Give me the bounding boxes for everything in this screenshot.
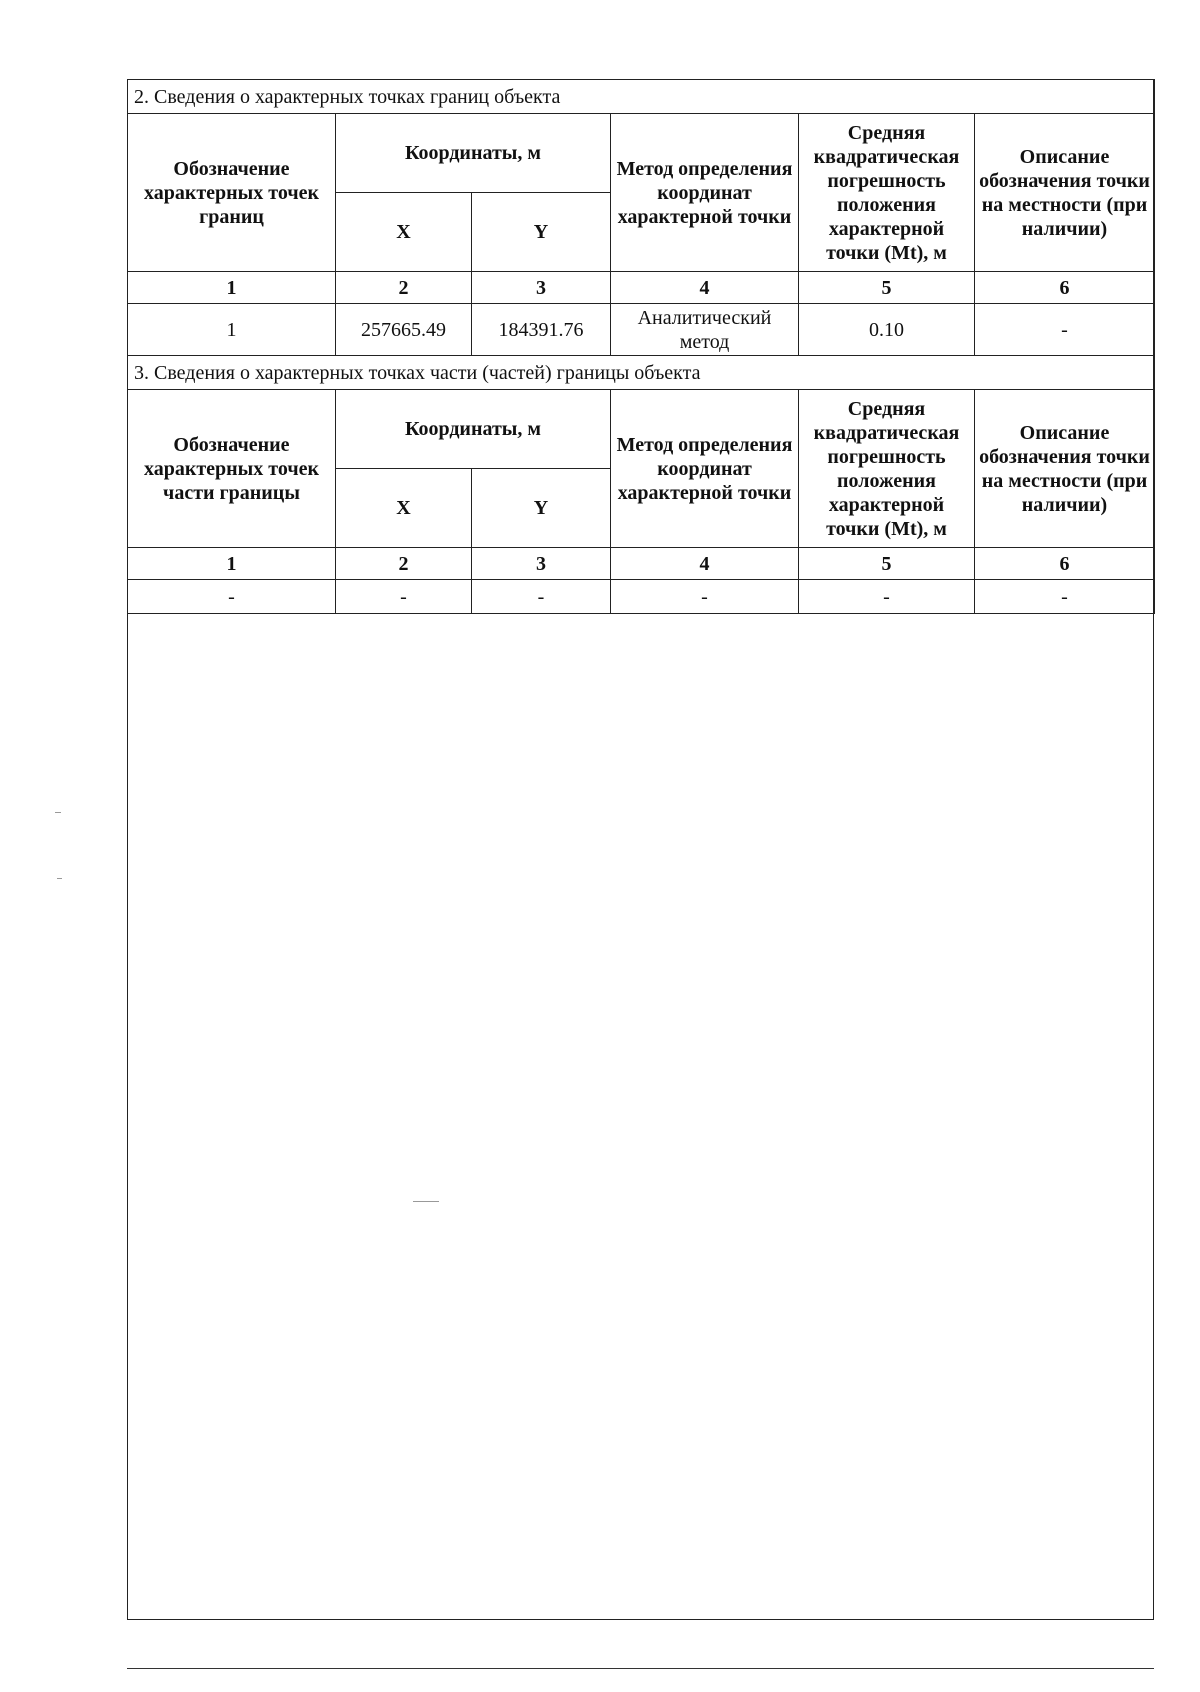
section3-cell-y: -: [472, 580, 611, 614]
section2-cell-description: -: [975, 304, 1155, 356]
section2-col-number: 1: [128, 272, 336, 304]
section2-header-description: Описание обозначения точки на местности (при наличии): [975, 114, 1155, 272]
table-row: [128, 580, 1155, 614]
section2-header-error: Средняя квадратическая погрешность положения характерной точки (Mt), м: [799, 114, 975, 272]
section3-col-number: 5: [799, 548, 975, 580]
section3-title-row: [128, 356, 1155, 390]
section3-title: 3. Сведения о характерных точках части (частей) границы объекта: [128, 356, 1155, 390]
section3-header-designation: Обозначение характерных точек части границы: [128, 390, 336, 548]
section2-cell-y: 184391.76: [472, 304, 611, 356]
section2-header-designation: Обозначение характерных точек границ: [128, 114, 336, 272]
section3-header-y: Y: [472, 469, 611, 548]
section2-col-number: 3: [472, 272, 611, 304]
section3-header-x: X: [336, 469, 472, 548]
section2-cell-method: Аналитический метод: [611, 304, 799, 356]
section2-header-row: [128, 114, 1155, 193]
section3-header-row: [128, 390, 1155, 469]
section3-cell-designation: -: [128, 580, 336, 614]
section2-cell-designation: 1: [128, 304, 336, 356]
section3-cell-x: -: [336, 580, 472, 614]
section3-number-row: [128, 548, 1155, 580]
section3-cell-method: -: [611, 580, 799, 614]
section3-col-number: 6: [975, 548, 1155, 580]
section2-title: 2. Сведения о характерных точках границ объекта: [128, 80, 1155, 114]
section2-header-method: Метод определения координат характерной точки: [611, 114, 799, 272]
section2-col-number: 6: [975, 272, 1155, 304]
section2-header-y: Y: [472, 193, 611, 272]
section3-cell-error: -: [799, 580, 975, 614]
section3-header-method: Метод определения координат характерной точки: [611, 390, 799, 548]
section2-title-row: [128, 80, 1155, 114]
section2-header-coordinates: Координаты, м: [336, 114, 611, 193]
section2-number-row: [128, 272, 1155, 304]
section3-cell-description: -: [975, 580, 1155, 614]
section3-col-number: 2: [336, 548, 472, 580]
section3-header-description: Описание обозначения точки на местности (при наличии): [975, 390, 1155, 548]
scan-speck: [57, 878, 62, 879]
section3-header-error: Средняя квадратическая погрешность положения характерной точки (Mt), м: [799, 390, 975, 548]
scan-speck: [55, 812, 61, 813]
section3-col-number: 4: [611, 548, 799, 580]
scan-speck: [413, 1201, 439, 1202]
section2-col-number: 4: [611, 272, 799, 304]
footer-rule: [127, 1668, 1154, 1669]
section3-header-coordinates: Координаты, м: [336, 390, 611, 469]
section2-col-number: 2: [336, 272, 472, 304]
boundary-points-table: [127, 79, 1155, 614]
section2-cell-error: 0.10: [799, 304, 975, 356]
section3-col-number: 3: [472, 548, 611, 580]
table-row: [128, 304, 1155, 356]
section2-cell-x: 257665.49: [336, 304, 472, 356]
section3-col-number: 1: [128, 548, 336, 580]
section2-header-x: X: [336, 193, 472, 272]
section2-col-number: 5: [799, 272, 975, 304]
